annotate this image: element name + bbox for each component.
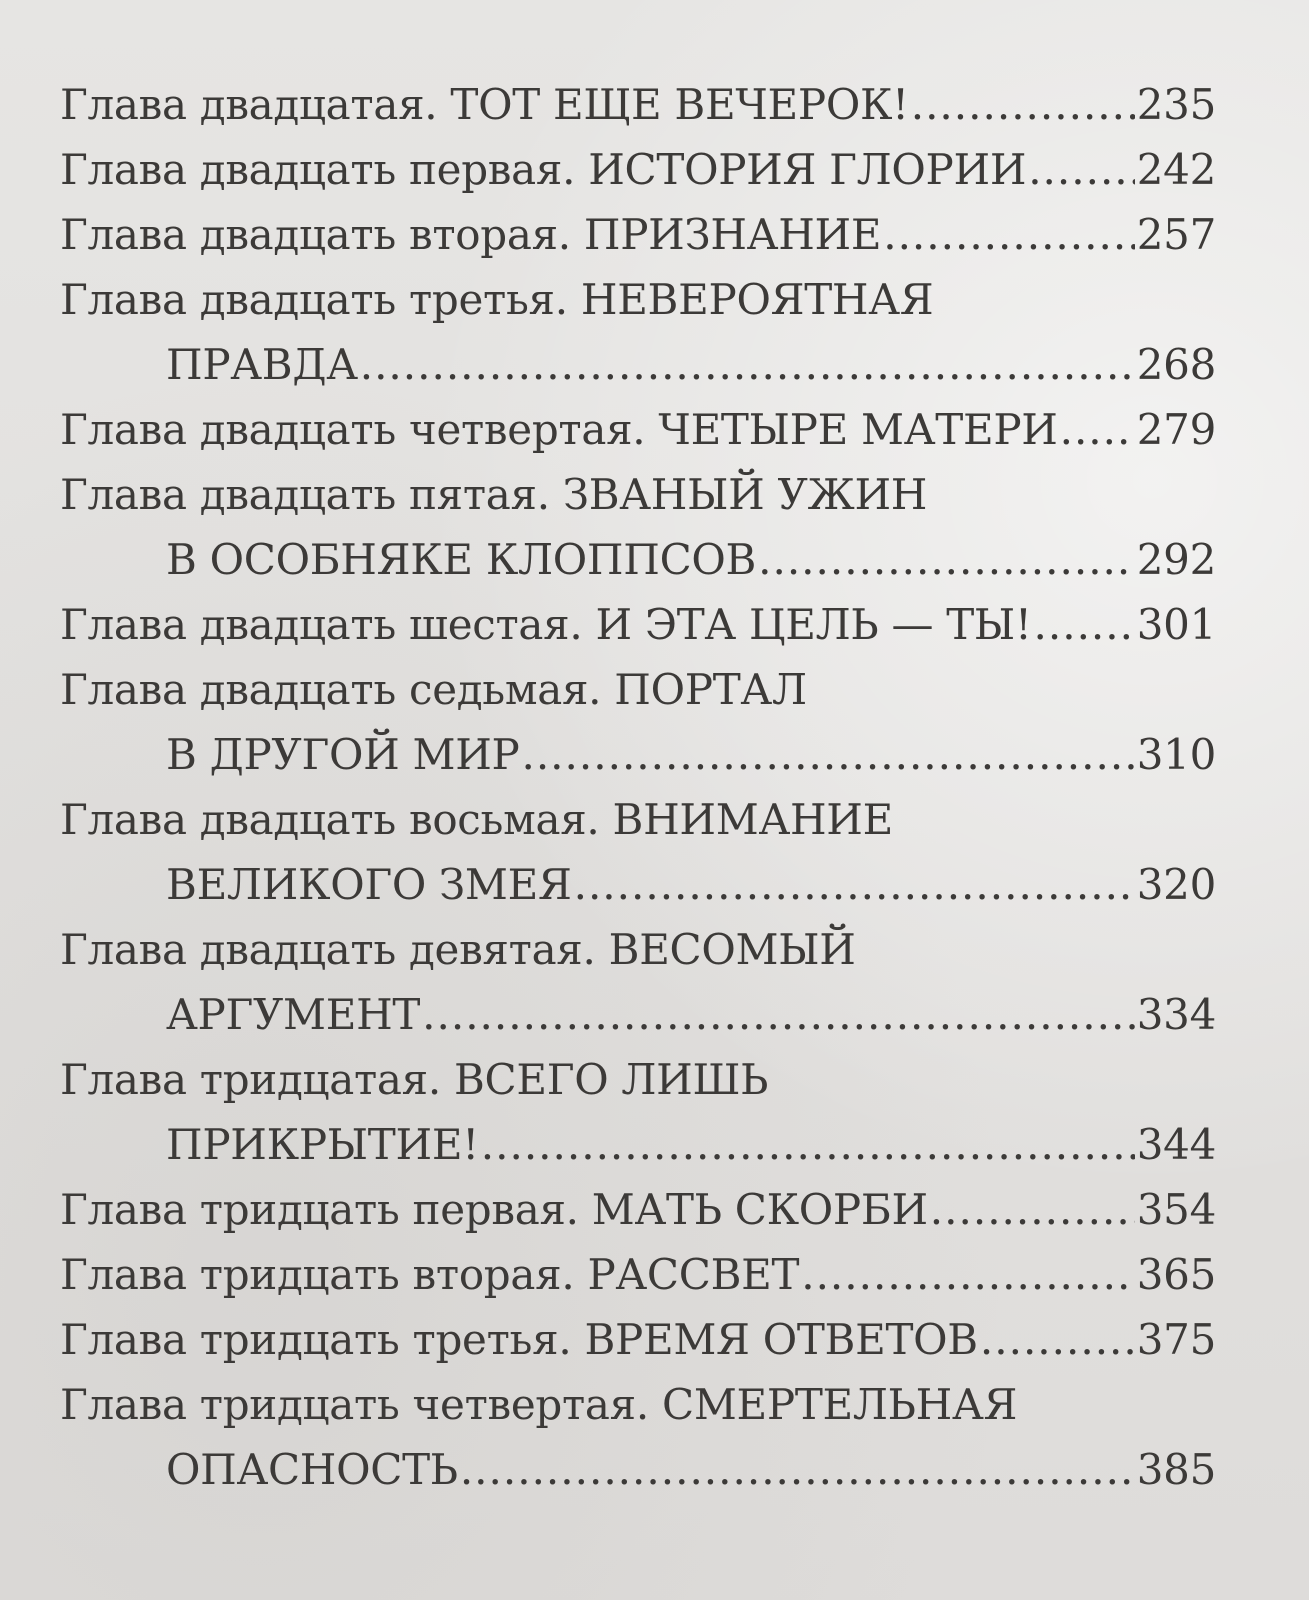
page-number: 354 (1136, 1185, 1216, 1234)
chapter-title: ТОТ ЕЩЕ ВЕЧЕРОК! (450, 80, 909, 129)
chapter-title: НЕВЕРОЯТНАЯ (580, 275, 934, 324)
chapter-prefix: Глава двадцать вторая. (60, 210, 571, 259)
toc-line-continuation (60, 1437, 1216, 1502)
chapter-title-continuation: ОПАСНОСТЬ (166, 1445, 458, 1494)
toc-entry-heading (60, 267, 933, 332)
dot-leader (911, 72, 1135, 137)
dot-leader (1060, 397, 1135, 462)
dot-leader (980, 1307, 1135, 1372)
toc-entry (60, 1177, 1216, 1242)
chapter-title-continuation: АРГУМЕНТ (166, 990, 421, 1039)
toc-entry (60, 267, 1216, 397)
chapter-title: И ЭТА ЦЕЛЬ — ТЫ! (595, 600, 1032, 649)
page-number: 344 (1136, 1120, 1216, 1169)
chapter-prefix: Глава тридцать вторая. (60, 1250, 575, 1299)
toc-entry (60, 1372, 1216, 1502)
toc-line (60, 592, 1216, 657)
toc-entry (60, 787, 1216, 917)
toc-entry-heading (60, 397, 1058, 462)
toc-line (60, 137, 1216, 202)
toc-entry-heading (60, 1047, 768, 1112)
toc-entry (60, 917, 1216, 1047)
page-number: 242 (1136, 145, 1216, 194)
chapter-title: МАТЬ СКОРБИ (591, 1185, 928, 1234)
dot-leader (1028, 137, 1135, 202)
toc-entry (60, 1047, 1216, 1177)
toc-line (60, 1372, 1216, 1437)
chapter-prefix: Глава двадцать седьмая. (60, 665, 602, 714)
toc-line (60, 1047, 1216, 1112)
chapter-title: ВНИМАНИЕ (612, 795, 893, 844)
chapter-title: РАССВЕТ (587, 1250, 800, 1299)
dot-leader (521, 722, 1134, 787)
page-number: 268 (1136, 340, 1216, 389)
toc-entry (60, 657, 1216, 787)
toc-line (60, 202, 1216, 267)
toc-line-continuation (60, 1112, 1216, 1177)
toc-line (60, 657, 1216, 722)
toc-entry-heading (60, 1307, 978, 1372)
dot-leader (1034, 592, 1135, 657)
toc-line (60, 462, 1216, 527)
chapter-title: ВЕСОМЫЙ (608, 925, 856, 974)
toc-line (60, 787, 1216, 852)
toc-entry-heading (60, 1177, 928, 1242)
toc-line (60, 917, 1216, 982)
page-number: 257 (1136, 210, 1216, 259)
chapter-title: ВСЕГО ЛИШЬ (453, 1055, 769, 1104)
chapter-title: ЧЕТЫРЕ МАТЕРИ (658, 405, 1058, 454)
chapter-prefix: Глава тридцать первая. (60, 1185, 579, 1234)
chapter-title-continuation: В ДРУГОЙ МИР (166, 730, 520, 779)
toc-entry (60, 1307, 1216, 1372)
page-number: 292 (1136, 535, 1216, 584)
toc-line (60, 1242, 1216, 1307)
toc-line (60, 1177, 1216, 1242)
chapter-prefix: Глава тридцать четвертая. (60, 1380, 649, 1429)
toc-entry-heading (60, 787, 893, 852)
dot-leader (574, 852, 1135, 917)
toc-entry-heading (60, 462, 927, 527)
toc-entry (60, 592, 1216, 657)
toc-entry (60, 72, 1216, 137)
chapter-title: ПОРТАЛ (614, 665, 807, 714)
toc-line-continuation (60, 982, 1216, 1047)
chapter-title: ИСТОРИЯ ГЛОРИИ (588, 145, 1027, 194)
toc-line-continuation (60, 527, 1216, 592)
page-number: 320 (1136, 860, 1216, 909)
toc-line (60, 267, 1216, 332)
page-number: 385 (1136, 1445, 1216, 1494)
chapter-title-continuation: ВЕЛИКОГО ЗМЕЯ (166, 860, 572, 909)
toc-entry-heading (60, 657, 807, 722)
dot-leader (801, 1242, 1135, 1307)
toc-entry-heading (60, 917, 856, 982)
chapter-prefix: Глава двадцать четвертая. (60, 405, 646, 454)
toc-line-continuation (60, 722, 1216, 787)
chapter-prefix: Глава двадцатая. (60, 80, 438, 129)
toc-entry (60, 1242, 1216, 1307)
chapter-prefix: Глава двадцать шестая. (60, 600, 583, 649)
toc-entry (60, 397, 1216, 462)
toc-entry (60, 202, 1216, 267)
dot-leader (930, 1177, 1135, 1242)
chapter-prefix: Глава двадцать девятая. (60, 925, 596, 974)
page-number: 235 (1136, 80, 1216, 129)
toc-line (60, 397, 1216, 462)
dot-leader (422, 982, 1135, 1047)
dot-leader (360, 332, 1135, 397)
toc-line-continuation (60, 852, 1216, 917)
chapter-title: СМЕРТЕЛЬНАЯ (661, 1380, 1018, 1429)
chapter-prefix: Глава двадцать восьмая. (60, 795, 600, 844)
page-number: 279 (1136, 405, 1216, 454)
toc-entry-heading (60, 137, 1026, 202)
toc-entry-heading (60, 1372, 1017, 1437)
chapter-prefix: Глава двадцать первая. (60, 145, 576, 194)
chapter-title: ЗВАНЫЙ УЖИН (562, 470, 928, 519)
toc-entry (60, 462, 1216, 592)
chapter-prefix: Глава двадцать пятая. (60, 470, 550, 519)
toc-line-continuation (60, 332, 1216, 397)
dot-leader (460, 1437, 1135, 1502)
toc-entry-heading (60, 72, 909, 137)
chapter-title: ВРЕМЯ ОТВЕТОВ (584, 1315, 978, 1364)
toc-entry (60, 137, 1216, 202)
chapter-prefix: Глава двадцать третья. (60, 275, 568, 324)
chapter-title-continuation: ПРАВДА (166, 340, 358, 389)
chapter-title: ПРИЗНАНИЕ (583, 210, 882, 259)
dot-leader (758, 527, 1135, 592)
page-number: 301 (1136, 600, 1216, 649)
page-number: 365 (1136, 1250, 1216, 1299)
page-number: 375 (1136, 1315, 1216, 1364)
chapter-title-continuation: В ОСОБНЯКЕ КЛОППСОВ (166, 535, 757, 584)
page-number: 334 (1136, 990, 1216, 1039)
table-of-contents (60, 72, 1216, 1502)
dot-leader (883, 202, 1135, 267)
toc-line (60, 1307, 1216, 1372)
chapter-prefix: Глава тридцатая. (60, 1055, 441, 1104)
toc-entry-heading (60, 592, 1032, 657)
toc-entry-heading (60, 202, 881, 267)
page-number: 310 (1136, 730, 1216, 779)
dot-leader (481, 1112, 1135, 1177)
chapter-title-continuation: ПРИКРЫТИЕ! (166, 1120, 479, 1169)
toc-entry-heading (60, 1242, 799, 1307)
toc-line (60, 72, 1216, 137)
chapter-prefix: Глава тридцать третья. (60, 1315, 572, 1364)
